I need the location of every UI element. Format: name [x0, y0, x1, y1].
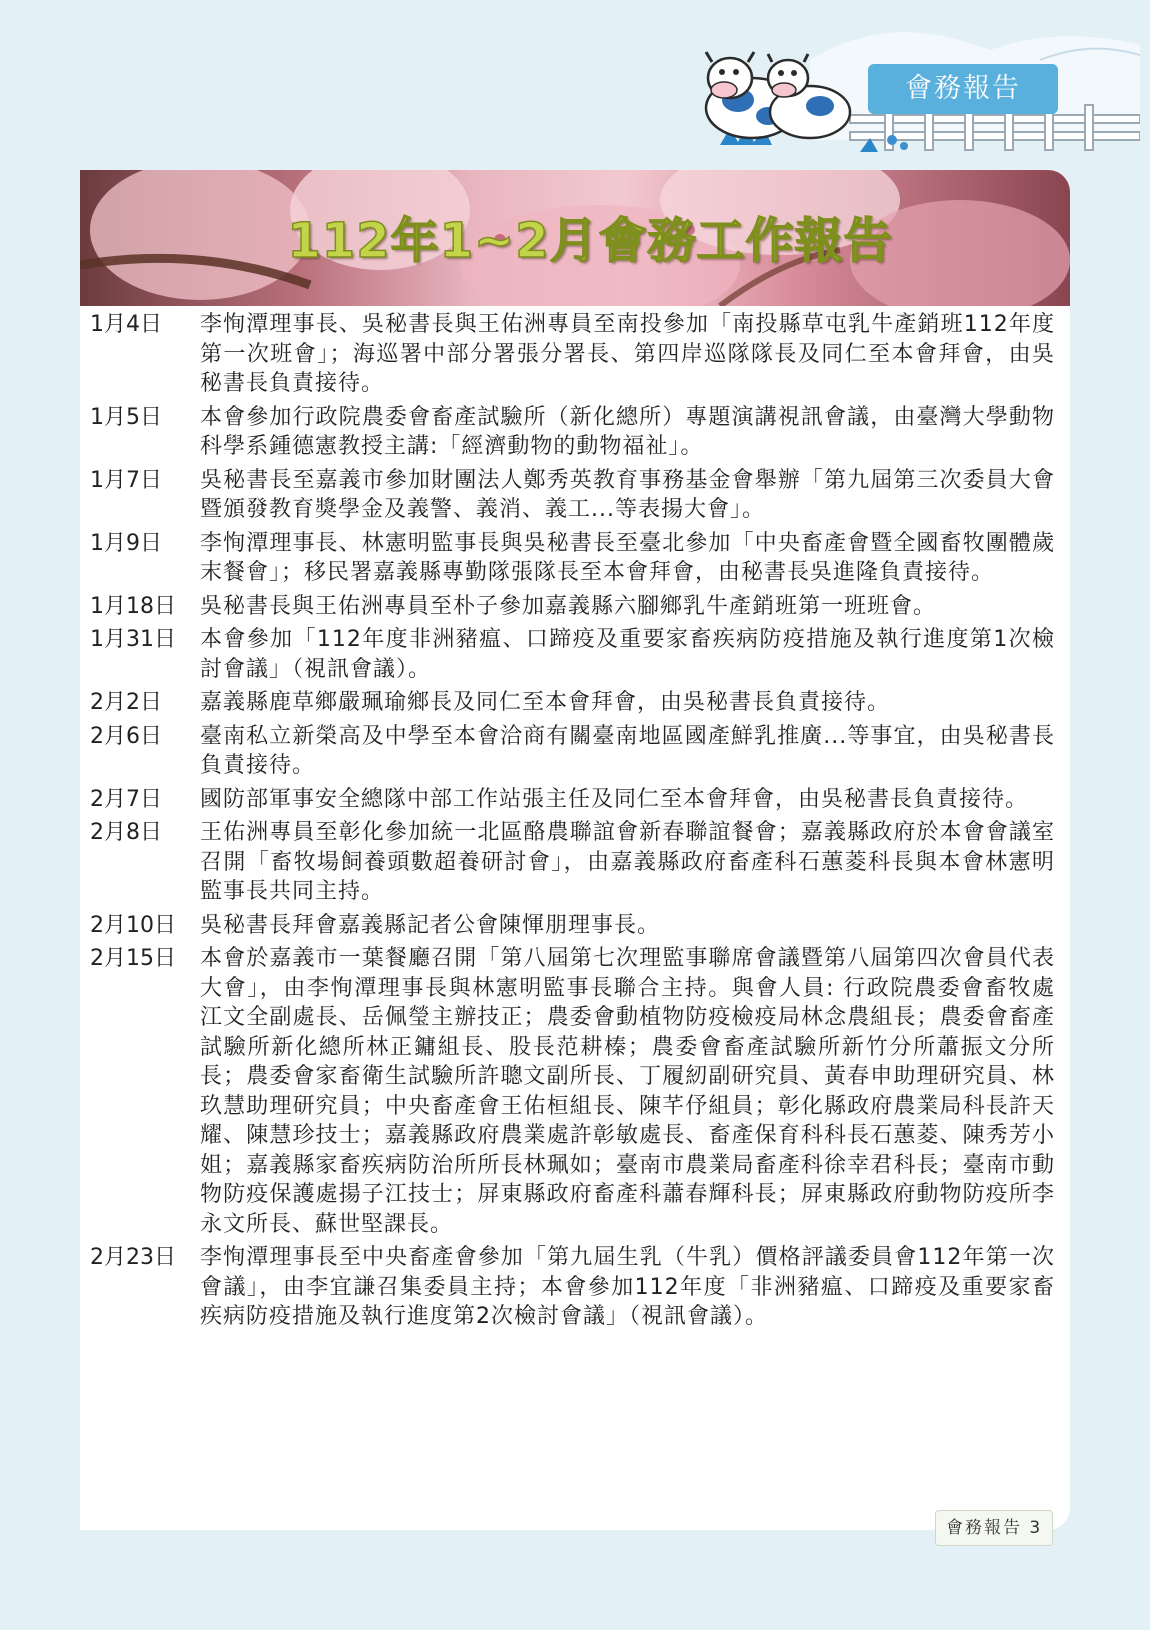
list-item: [90, 722, 1055, 781]
section-tag: 會務報告: [868, 64, 1058, 114]
entry-date: 2月10日: [90, 912, 176, 938]
entry-date: 2月2日: [90, 690, 162, 715]
list-item: [90, 529, 1055, 588]
entry-date: 2月15日: [90, 946, 176, 971]
entry-text: 吳秘書長與王佑洲專員至朴子參加嘉義縣六腳鄉乳牛產銷班第一班班會。: [200, 593, 937, 619]
page-number: 3: [1029, 1518, 1043, 1538]
entry-date: 1月18日: [90, 593, 176, 619]
list-item: [90, 310, 1055, 399]
entry-text: 王佑洲專員至彰化參加統一北區酪農聯誼會新春聯誼餐會；嘉義縣政府於本會會議室召開「畜牧場飼養頭數超養研討會」，由嘉義縣政府畜產科石蕙菱科長與本會林憲明監事長共同主持。: [200, 820, 1055, 904]
entry-date: 1月9日: [90, 530, 162, 556]
entry-text: 吳秘書長至嘉義市參加財團法人鄭秀英教育事務基金會舉辦「第九屆第三次委員大會暨頒發教育獎學金及義警、義消、義工...等表揚大會」。: [200, 467, 1055, 522]
list-item: [90, 688, 1055, 718]
entry-text: 李恂潭理事長、林憲明監事長與吳秘書長至臺北參加「中央畜產會暨全國畜牧團體歲末餐會」；移民署嘉義縣專勤隊張隊長至本會拜會，由秘書長吳進隆負責接待。: [200, 530, 1055, 585]
entry-text: 吳秘書長拜會嘉義縣記者公會陳惲朋理事長。: [200, 912, 661, 938]
entry-date: 1月31日: [90, 627, 176, 652]
list-item: [90, 625, 1055, 684]
entry-date: 2月8日: [90, 820, 162, 845]
entry-date: 1月7日: [90, 467, 162, 493]
list-item: [90, 911, 1055, 941]
list-item: [90, 403, 1055, 462]
list-item: [90, 944, 1055, 1239]
entry-date: 2月6日: [90, 723, 162, 749]
entry-text: 臺南私立新榮高及中學至本會洽商有關臺南地區國產鮮乳推廣...等事宜，由吳秘書長負責接待。: [200, 723, 1055, 778]
list-item: [90, 466, 1055, 525]
entry-date: 1月4日: [90, 312, 162, 337]
entry-text: 國防部軍事安全總隊中部工作站張主任及同仁至本會拜會，由吳秘書長負責接待。: [200, 786, 1029, 812]
entry-text: 本會於嘉義市一葉餐廳召開「第八屆第七次理監事聯席會議暨第八屆第四次會員代表大會」，由李恂潭理事長與林憲明監事長聯合主持。與會人員: 行政院農委會畜牧處江文全副處長、岳佩瑩主辦技正；農委會動植物防疫檢疫局林念農組長；農委會畜產試驗所新化總所林正鏞組長、股長范耕榛；農委會畜產試驗所新竹分所蕭振文分所長；農委會家畜衛生試驗所許聰文副所長、丁履紉副研究員、黃春申助理研究員、林玖慧助理研究員；中央畜產會王佑桓組長、陳芊伃組員；彰化縣政府農業局科長許天耀、陳慧珍技士；嘉義縣政府農業處許彰敏處長、畜產保育科科長石蕙菱、陳秀芳小姐；嘉義縣家畜疾病防治所所長林珮如；臺南市農業局畜產科徐幸君科長；臺南市動物防疫保護處揚子江技士；屏東縣政府畜產科蕭春輝科長；屏東縣政府動物防疫所李永文所長、蘇世堅課長。: [200, 946, 1055, 1237]
entry-date: 1月5日: [90, 404, 162, 430]
entry-list: [90, 310, 1055, 1336]
entry-text: 本會參加「112年度非洲豬瘟、口蹄疫及重要家畜疾病防疫措施及執行進度第1次檢討會議」（視訊會議）。: [200, 627, 1055, 682]
entry-text: 本會參加行政院農委會畜產試驗所（新化總所）專題演講視訊會議，由臺灣大學動物科學系鍾德憲教授主講:「經濟動物的動物福祉」。: [200, 404, 1055, 459]
list-item: [90, 1243, 1055, 1332]
entry-text: 嘉義縣鹿草鄉嚴珮瑜鄉長及同仁至本會拜會，由吳秘書長負責接待。: [200, 690, 891, 715]
page-footer: [935, 1510, 1053, 1546]
content-card: [80, 170, 1070, 1530]
entry-date: 2月7日: [90, 786, 162, 812]
footer-section-label: 會務報告: [946, 1518, 1022, 1538]
title-banner: [80, 170, 1070, 306]
list-item: [90, 592, 1055, 622]
list-item: [90, 818, 1055, 907]
entry-text: 李恂潭理事長、吳秘書長與王佑洲專員至南投參加「南投縣草屯乳牛產銷班112年度第一次班會」；海巡署中部分署張分署長、第四岸巡隊隊長及同仁至本會拜會，由吳秘書長負責接待。: [200, 312, 1055, 396]
list-item: [90, 785, 1055, 815]
entry-text: 李恂潭理事長至中央畜產會參加「第九屆生乳（牛乳）價格評議委員會112年第一次會議」，由李宜謙召集委員主持；本會參加112年度「非洲豬瘟、口蹄疫及重要家畜疾病防疫措施及執行進度第2次檢討會議」（視訊會議）。: [200, 1245, 1055, 1329]
report-title: 112年1~2月會務工作報告: [287, 213, 893, 269]
entry-date: 2月23日: [90, 1245, 176, 1270]
